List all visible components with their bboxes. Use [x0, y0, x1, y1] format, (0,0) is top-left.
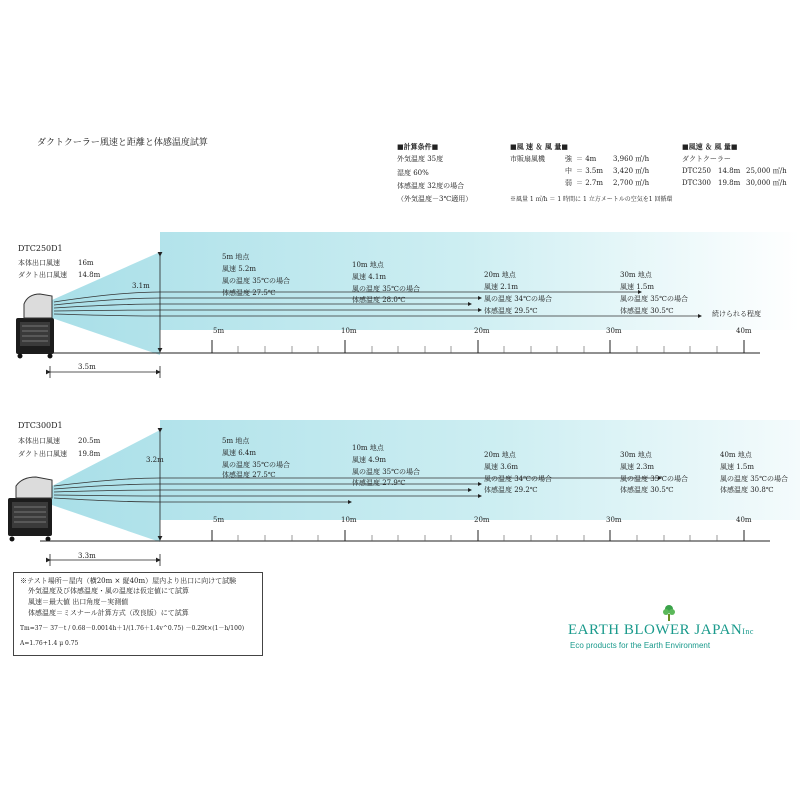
point-speed: 風速 4.9m: [352, 456, 386, 464]
point-speed: 風速 1.5m: [620, 283, 654, 291]
fan-level: 弱: [565, 179, 572, 187]
logo-suffix: Inc: [742, 627, 754, 636]
point-title: 30m 地点: [620, 451, 652, 459]
point-speed: 風速 5.2m: [222, 265, 256, 273]
calc-line: 体感温度 32度の場合: [397, 182, 465, 190]
note-line: 外気温度及び体感温度・風の温度は仮定値にて試算: [28, 587, 189, 595]
formula-1: Tm=37－ 37－t / 0.68－0.0014h＋1/(1.76＋1.4v^0.75) －0.29t×(1－h/100): [20, 625, 245, 632]
end-note: 続けられる程度: [712, 310, 761, 318]
point-cond: 風の温度 34℃の場合: [484, 475, 552, 483]
axis-label: 30m: [606, 327, 622, 335]
wind-volume-heading: ■風 速 ＆ 風 量■: [510, 142, 568, 151]
point-cond: 風の温度 35℃の場合: [352, 285, 420, 293]
duct-volume-heading: ■風速 ＆ 風 量■: [682, 142, 738, 151]
axis-label: 5m: [213, 327, 225, 335]
fan-speed: ＝ 3.5m: [576, 167, 603, 175]
point-title: 40m 地点: [720, 451, 752, 459]
point-cond: 風の温度 35℃の場合: [222, 461, 290, 469]
duct-value-1: 14.8m: [78, 271, 101, 279]
outlet-value-1: 16m: [78, 259, 94, 267]
height-label-2: 3.2m: [146, 456, 164, 464]
point-cond: 風の温度 34℃の場合: [484, 295, 552, 303]
air-cone-1: [52, 232, 800, 355]
notes-box: [13, 572, 263, 656]
logo-tagline: Eco products for the Earth Environment: [570, 641, 711, 650]
fan-level: 中: [565, 167, 572, 175]
point-speed: 風速 3.6m: [484, 463, 518, 471]
point-cond: 風の温度 35℃の場合: [720, 475, 788, 483]
point-title: 10m 地点: [352, 444, 384, 452]
fan-speed: ＝ 4m: [576, 155, 597, 163]
point-feel: 体感温度 27.5℃: [222, 289, 276, 297]
outlet-label-1: 本体出口風速: [18, 259, 60, 267]
outlet-value-2: 20.5m: [78, 437, 101, 445]
logo-name: EARTH BLOWER JAPAN: [568, 622, 743, 638]
point-feel: 体感温度 27.5℃: [222, 471, 276, 479]
formula-2: A=1.76+1.4 μ 0.75: [20, 640, 79, 647]
duct-model: DTC250: [682, 167, 711, 175]
point-speed: 風速 2.1m: [484, 283, 518, 291]
point-cond: 風の温度 35℃の場合: [222, 277, 290, 285]
fan-level: 強: [565, 155, 572, 163]
company-logo: [568, 604, 768, 654]
point-title: 5m 地点: [222, 437, 250, 445]
duct-cooler-unit-1: [16, 294, 54, 359]
logo-text: [568, 622, 754, 639]
duct-model: DTC300: [682, 179, 711, 187]
note-line: 風速＝最大値 出口角度－実測値: [28, 598, 129, 606]
base-width-label-1: 3.5m: [78, 363, 96, 371]
model-label-2: DTC300D1: [18, 421, 63, 430]
point-speed: 風速 4.1m: [352, 273, 386, 281]
fan-label: 市販扇風機: [510, 155, 545, 163]
duct-cooler-unit-2: [8, 477, 52, 542]
duct-sub: ダクトクーラー: [682, 155, 731, 163]
axis-label: 40m: [736, 327, 752, 335]
base-width-label-2: 3.3m: [78, 552, 96, 560]
model-label-1: DTC250D1: [18, 244, 63, 253]
outlet-label-2: 本体出口風速: [18, 437, 60, 445]
duct-label-1: ダクト出口風速: [18, 271, 67, 279]
axis-label: 10m: [341, 327, 357, 335]
point-title: 5m 地点: [222, 253, 250, 261]
axis-label: 10m: [341, 516, 357, 524]
duct-volume: 25,000 ㎥/h: [746, 167, 787, 175]
note-line: ※テスト場所－屋内（横20m × 縦40m）屋内より出口に向けて試験: [20, 577, 237, 585]
point-cond: 風の温度 35℃の場合: [620, 295, 688, 303]
duct-value-2: 19.8m: [78, 450, 101, 458]
axis-label: 20m: [474, 516, 490, 524]
fan-speed: ＝ 2.7m: [576, 179, 603, 187]
point-cond: 風の温度 35℃の場合: [620, 475, 688, 483]
point-feel: 体感温度 30.5℃: [620, 307, 674, 315]
calc-line: 外気温度 35度: [397, 155, 444, 163]
point-title: 10m 地点: [352, 261, 384, 269]
fan-volume: 3,960 ㎥/h: [613, 155, 650, 163]
tree-icon: [662, 604, 676, 622]
point-title: 30m 地点: [620, 271, 652, 279]
calc-line: （外気温度－3℃適用）: [397, 195, 473, 203]
point-feel: 体感温度 29.2℃: [484, 486, 538, 494]
point-feel: 体感温度 30.8℃: [720, 486, 774, 494]
duct-volume: 30,000 ㎥/h: [746, 179, 787, 187]
point-feel: 体感温度 27.9℃: [352, 479, 406, 487]
duct-speed: 19.8m: [718, 179, 741, 187]
fan-volume: 2,700 ㎥/h: [613, 179, 650, 187]
point-speed: 風速 1.5m: [720, 463, 754, 471]
point-feel: 体感温度 29.5℃: [484, 307, 538, 315]
point-cond: 風の温度 35℃の場合: [352, 468, 420, 476]
volume-note: ※風量 1 ㎥/h ＝ 1 時間に 1 立方メートルの空気を1 回循環: [510, 196, 673, 203]
axis-label: 40m: [736, 516, 752, 524]
calc-heading: ■計算条件■: [397, 142, 439, 151]
page-title: ダクトクーラー風速と距離と体感温度試算: [37, 138, 208, 148]
point-speed: 風速 6.4m: [222, 449, 256, 457]
axis-label: 30m: [606, 516, 622, 524]
calc-line: 湿度 60%: [397, 169, 429, 177]
point-title: 20m 地点: [484, 271, 516, 279]
axis-label: 5m: [213, 516, 225, 524]
point-feel: 体感温度 28.0℃: [352, 296, 406, 304]
fan-volume: 3,420 ㎥/h: [613, 167, 650, 175]
duct-speed: 14.8m: [718, 167, 741, 175]
note-line: 体感温度＝ミスナール計算方式（改良版）にて試算: [28, 609, 189, 617]
point-speed: 風速 2.3m: [620, 463, 654, 471]
duct-label-2: ダクト出口風速: [18, 450, 67, 458]
point-feel: 体感温度 30.5℃: [620, 486, 674, 494]
axis-label: 20m: [474, 327, 490, 335]
height-label-1: 3.1m: [132, 282, 150, 290]
point-title: 20m 地点: [484, 451, 516, 459]
